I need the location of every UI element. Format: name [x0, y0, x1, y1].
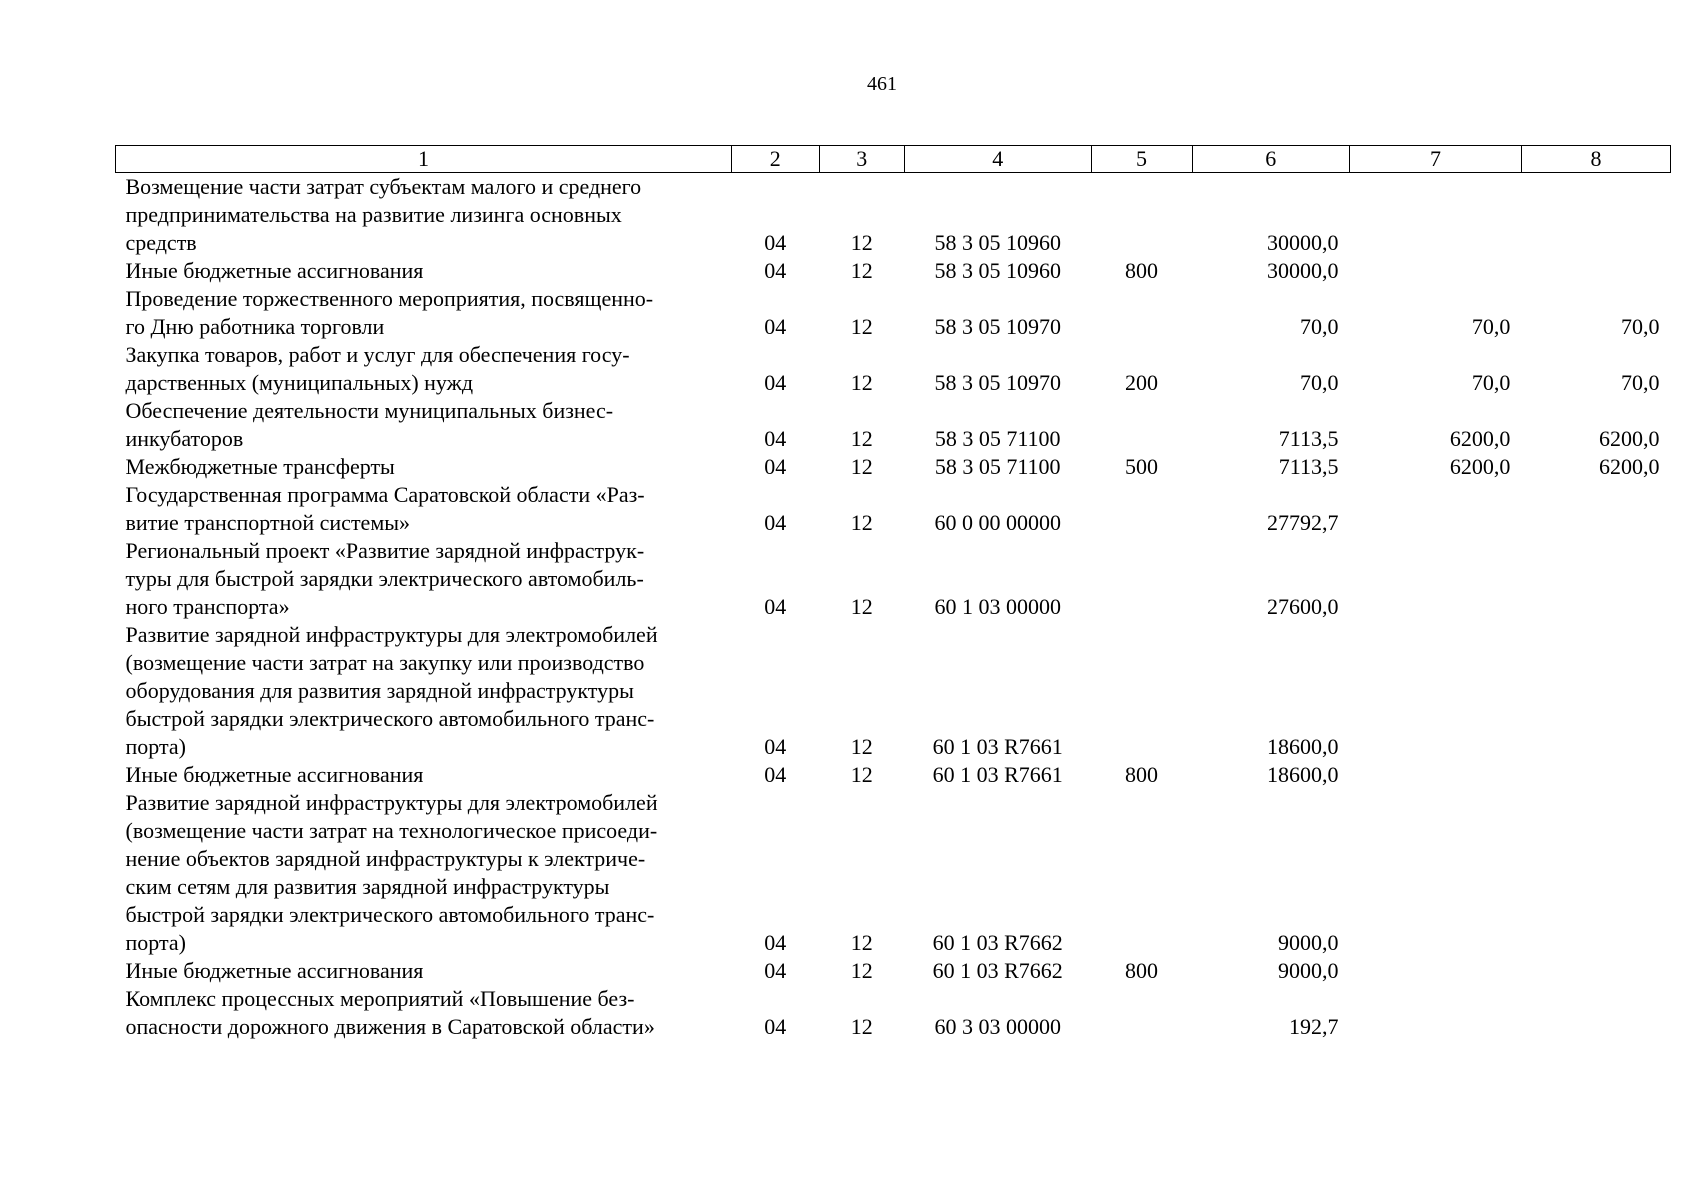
cell-amount-col8: 6200,0 [1599, 454, 1660, 479]
cell-amount-col8: 6200,0 [1599, 426, 1660, 451]
cell-amount-col7: 70,0 [1471, 370, 1511, 395]
cell-expense-type [1091, 537, 1192, 621]
cell-amount-col8 [1521, 173, 1670, 258]
table-row [116, 341, 1671, 397]
cell-section: 04 [764, 958, 787, 983]
cell-expense-type: 500 [1125, 454, 1159, 479]
cell-amount-col7 [1349, 957, 1521, 985]
row-description: Иные бюджетные ассигнования [125, 258, 424, 283]
cell-amount-col6: 27600,0 [1266, 594, 1339, 619]
cell-target-code: 60 0 00 00000 [934, 510, 1061, 535]
table-row [116, 481, 1671, 537]
page-number: 461 [867, 73, 897, 95]
cell-expense-type [1091, 173, 1192, 258]
row-description: Иные бюджетные ассигнования [125, 762, 424, 787]
column-header: 8 [1521, 146, 1670, 173]
cell-section: 04 [764, 230, 787, 255]
cell-section: 04 [764, 258, 787, 283]
row-description: Закупка товаров, работ и услуг для обеспечения госу- дарственных (муниципальных) нужд [125, 342, 630, 395]
cell-expense-type: 800 [1125, 762, 1159, 787]
cell-amount-col6: 27792,7 [1266, 510, 1339, 535]
cell-amount-col8 [1521, 537, 1670, 621]
cell-amount-col7 [1349, 537, 1521, 621]
cell-amount-col7: 70,0 [1471, 314, 1511, 339]
cell-target-code: 60 1 03 R7662 [932, 930, 1063, 955]
cell-amount-col7 [1349, 789, 1521, 957]
cell-subsection: 12 [850, 734, 873, 759]
cell-amount-col6: 18600,0 [1266, 734, 1339, 759]
table-row [116, 285, 1671, 341]
cell-amount-col8 [1521, 957, 1670, 985]
cell-amount-col8: 70,0 [1621, 370, 1660, 395]
cell-target-code: 60 1 03 00000 [934, 594, 1061, 619]
cell-amount-col6: 9000,0 [1277, 958, 1339, 983]
cell-amount-col6: 30000,0 [1266, 258, 1339, 283]
row-description: Развитие зарядной инфраструктуры для электромобилей (возмещение части затрат на закупку или производство оборудования для развития зарядной инфраструктуры быстрой зарядки электрического автомобильного транс- порта) [125, 622, 658, 759]
cell-subsection: 12 [850, 454, 873, 479]
cell-target-code: 58 3 05 10960 [934, 258, 1061, 283]
table-row [116, 789, 1671, 957]
cell-subsection: 12 [850, 930, 873, 955]
column-header: 6 [1192, 146, 1349, 173]
row-description: Проведение торжественного мероприятия, посвященно- го Дню работника торговли [125, 286, 654, 339]
cell-section: 04 [764, 370, 787, 395]
cell-section: 04 [764, 314, 787, 339]
cell-target-code: 58 3 05 71100 [934, 426, 1061, 451]
cell-expense-type [1091, 789, 1192, 957]
budget-table [115, 145, 1671, 1041]
row-description: Комплекс процессных мероприятий «Повышение без- опасности дорожного движения в Саратовской области» [125, 986, 655, 1039]
row-description: Иные бюджетные ассигнования [125, 958, 424, 983]
cell-expense-type: 200 [1125, 370, 1159, 395]
cell-target-code: 60 3 03 00000 [934, 1014, 1061, 1039]
column-header: 5 [1091, 146, 1192, 173]
cell-amount-col7 [1349, 761, 1521, 789]
cell-amount-col8 [1521, 985, 1670, 1041]
cell-section: 04 [764, 426, 787, 451]
cell-subsection: 12 [850, 762, 873, 787]
cell-expense-type: 800 [1125, 958, 1159, 983]
cell-subsection: 12 [850, 230, 873, 255]
cell-target-code: 60 1 03 R7662 [932, 958, 1063, 983]
table-body [116, 173, 1671, 1042]
cell-amount-col6: 18600,0 [1266, 762, 1339, 787]
table-row [116, 453, 1671, 481]
cell-amount-col7 [1349, 985, 1521, 1041]
cell-amount-col8 [1521, 481, 1670, 537]
cell-subsection: 12 [850, 258, 873, 283]
cell-expense-type [1091, 285, 1192, 341]
cell-target-code: 60 1 03 R7661 [932, 734, 1063, 759]
cell-amount-col7: 6200,0 [1449, 454, 1511, 479]
table-row [116, 397, 1671, 453]
table-row [116, 761, 1671, 789]
row-description: Развитие зарядной инфраструктуры для электромобилей (возмещение части затрат на технологическое присоеди- нение объектов зарядной инфраструктуры к электриче- ским сетям для развития зарядной инфраструктуры быстрой зарядки электрического автомобильного транс- порта) [125, 790, 658, 955]
table-row [116, 537, 1671, 621]
cell-expense-type: 800 [1125, 258, 1159, 283]
cell-target-code: 58 3 05 10960 [934, 230, 1061, 255]
cell-amount-col6: 70,0 [1299, 314, 1339, 339]
cell-expense-type [1091, 985, 1192, 1041]
cell-subsection: 12 [850, 594, 873, 619]
cell-amount-col6: 30000,0 [1266, 230, 1339, 255]
cell-subsection: 12 [850, 314, 873, 339]
table-row [116, 173, 1671, 258]
cell-expense-type [1091, 397, 1192, 453]
cell-amount-col8 [1521, 761, 1670, 789]
column-header: 7 [1349, 146, 1521, 173]
cell-subsection: 12 [850, 510, 873, 535]
column-header: 2 [731, 146, 819, 173]
cell-subsection: 12 [850, 426, 873, 451]
table-row [116, 957, 1671, 985]
cell-section: 04 [764, 1014, 787, 1039]
cell-subsection: 12 [850, 958, 873, 983]
column-header: 4 [904, 146, 1091, 173]
cell-section: 04 [764, 734, 787, 759]
table-header-row [116, 146, 1671, 173]
cell-amount-col7 [1349, 481, 1521, 537]
cell-amount-col8 [1521, 257, 1670, 285]
cell-target-code: 58 3 05 71100 [934, 454, 1061, 479]
cell-amount-col7 [1349, 257, 1521, 285]
cell-target-code: 60 1 03 R7661 [932, 762, 1063, 787]
column-header: 1 [116, 146, 732, 173]
cell-amount-col7: 6200,0 [1449, 426, 1511, 451]
row-description: Межбюджетные трансферты [125, 454, 395, 479]
table-row [116, 985, 1671, 1041]
cell-amount-col8: 70,0 [1621, 314, 1660, 339]
cell-subsection: 12 [850, 370, 873, 395]
row-description: Региональный проект «Развитие зарядной инфраструк- туры для быстрой зарядки электрического автомобиль- ного транспорта» [125, 538, 645, 619]
cell-amount-col6: 70,0 [1299, 370, 1339, 395]
cell-section: 04 [764, 510, 787, 535]
cell-section: 04 [764, 762, 787, 787]
cell-amount-col6: 9000,0 [1277, 930, 1339, 955]
cell-amount-col6: 7113,5 [1278, 454, 1339, 479]
cell-section: 04 [764, 930, 787, 955]
cell-amount-col7 [1349, 621, 1521, 761]
table-row [116, 621, 1671, 761]
cell-section: 04 [764, 594, 787, 619]
column-header: 3 [819, 146, 904, 173]
cell-section: 04 [764, 454, 787, 479]
cell-amount-col6: 192,7 [1288, 1014, 1339, 1039]
row-description: Обеспечение деятельности муниципальных бизнес- инкубаторов [125, 398, 614, 451]
cell-expense-type [1091, 481, 1192, 537]
cell-subsection: 12 [850, 1014, 873, 1039]
cell-expense-type [1091, 621, 1192, 761]
cell-amount-col8 [1521, 789, 1670, 957]
cell-amount-col8 [1521, 621, 1670, 761]
row-description: Государственная программа Саратовской области «Раз- витие транспортной системы» [125, 482, 645, 535]
cell-amount-col7 [1349, 173, 1521, 258]
cell-target-code: 58 3 05 10970 [934, 314, 1061, 339]
table-row [116, 257, 1671, 285]
row-description: Возмещение части затрат субъектам малого и среднего предпринимательства на развитие лизинга основных средств [125, 174, 642, 255]
cell-target-code: 58 3 05 10970 [934, 370, 1061, 395]
cell-amount-col6: 7113,5 [1278, 426, 1339, 451]
